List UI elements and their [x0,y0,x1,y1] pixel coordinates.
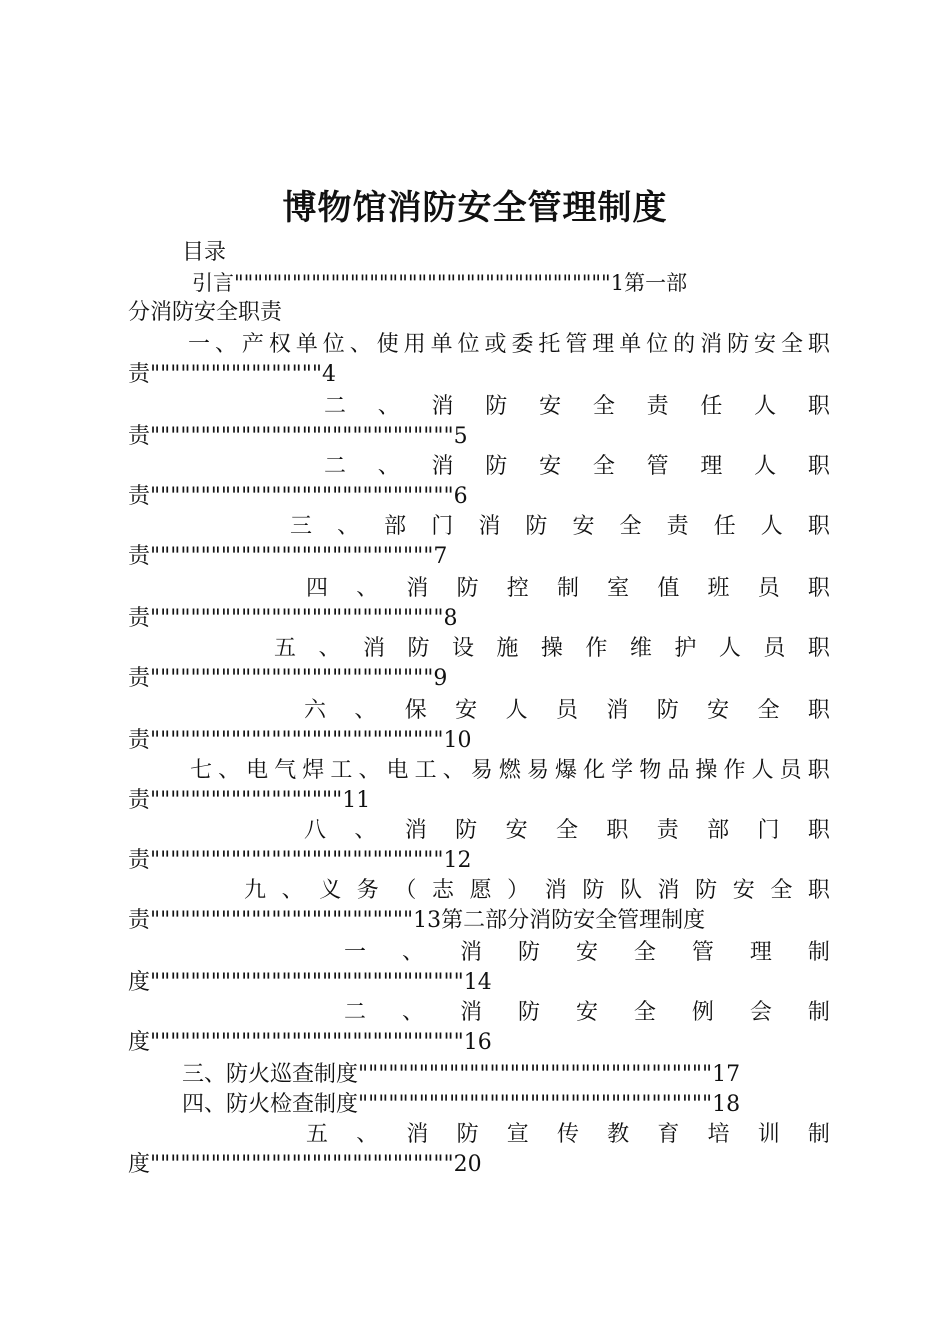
toc-char: 会 [749,1000,772,1025]
toc-char: 作 [585,636,608,661]
toc-entry-15-title [306,1120,830,1150]
toc-char: 职 [807,698,830,723]
toc-char: 门 [431,514,454,539]
toc-char: 二 [324,394,347,419]
toc-char: 职 [606,818,629,843]
toc-entry-14: 四、防火检查制度"""""""""""""""""""""""""""""""""""18 [182,1092,741,1117]
toc-char: 、 [358,758,381,783]
toc-char: 防 [456,576,479,601]
toc-char: 室 [607,576,630,601]
toc-char: 保 [404,698,427,723]
toc-entry-3-title [324,452,830,482]
toc-char: 全 [633,940,656,965]
toc-char: 安 [707,698,730,723]
toc-char: 职 [807,636,830,661]
toc-char: 、 [349,332,372,357]
document-title: 博物馆消防安全管理制度 [282,188,668,228]
toc-char: 作 [723,758,746,783]
toc-char: 管 [691,940,714,965]
toc-char: 位 [322,332,345,357]
toc-char: 职 [807,576,830,601]
toc-char: 任 [700,394,723,419]
toc-char: 设 [451,636,474,661]
toc-char: 职 [807,454,830,479]
toc-char: 工 [414,758,437,783]
toc-char: 志 [431,878,454,903]
toc-char: 制 [807,1000,830,1025]
toc-char: 安 [572,514,595,539]
toc-entry-10-title [244,876,830,906]
toc-entry-6-leader: 责""""""""""""""""""""""""""""9 [128,666,448,691]
toc-char: 电 [386,758,409,783]
toc-char: 宣 [506,1122,529,1147]
toc-char: 职 [807,878,830,903]
toc-char: 气 [274,758,297,783]
toc-entry-12-leader: 度"""""""""""""""""""""""""""""""16 [128,1030,492,1055]
toc-char: 传 [556,1122,579,1147]
toc-entry-4-title [290,512,830,542]
toc-char: 全 [780,332,803,357]
toc-char: 二 [324,454,347,479]
toc-char: 安 [539,454,562,479]
toc-char: 务 [356,878,379,903]
toc-part1-heading: 分消防安全职责 [128,300,283,325]
toc-char: 的 [673,332,696,357]
toc-char: 人 [718,636,741,661]
toc-char: 工 [330,758,353,783]
toc-char: 七 [190,758,213,783]
toc-entry-12-title [344,998,830,1028]
toc-char: 责 [656,818,679,843]
toc-char: 消 [657,878,680,903]
toc-char: 消 [459,1000,482,1025]
toc-char: 物 [639,758,662,783]
toc-entry-5-title [306,574,830,604]
toc-char: 一 [188,332,211,357]
toc-char: 全 [633,1000,656,1025]
toc-char: 托 [538,332,561,357]
toc-char: 安 [732,878,755,903]
toc-char: 队 [619,878,642,903]
toc-char: 制 [807,940,830,965]
toc-entry-9-leader: 责"""""""""""""""""""""""""""""12 [128,848,472,873]
toc-char: 职 [807,394,830,419]
toc-char: 二 [344,1000,367,1025]
toc-char: 防 [456,1122,479,1147]
toc-char: 人 [760,514,783,539]
toc-char: 、 [356,576,379,601]
toc-char: 防 [525,514,548,539]
toc-char: 、 [442,758,465,783]
toc-char: 九 [244,878,267,903]
toc-entry-1-leader: 责"""""""""""""""""4 [128,362,337,387]
toc-char: 、 [318,636,341,661]
toc-char: 、 [218,758,241,783]
toc-char: 、 [377,454,400,479]
toc-char: 门 [757,818,780,843]
toc-char: 防 [407,636,430,661]
toc-char: 权 [268,332,291,357]
toc-char: 、 [356,1122,379,1147]
toc-char: 人 [505,698,528,723]
toc-char: 管 [646,454,669,479]
toc-char: 职 [807,818,830,843]
toc-char: 消 [362,636,385,661]
toc-entry-1-title [188,330,830,360]
toc-char: 单 [430,332,453,357]
toc-char: 、 [354,698,377,723]
toc-char: 消 [544,878,567,903]
toc-char: 防 [517,940,540,965]
toc-char: 安 [539,394,562,419]
toc-char: 位 [646,332,669,357]
toc-char: 理 [592,332,615,357]
toc-heading: 目录 [182,240,227,265]
toc-char: 责 [646,394,669,419]
toc-char: 义 [319,878,342,903]
toc-entry-7-title [304,696,830,726]
toc-char: 操 [540,636,563,661]
toc-char: 控 [506,576,529,601]
toc-char: 育 [657,1122,680,1147]
toc-char: 电 [246,758,269,783]
toc-char: 人 [754,454,777,479]
toc-char: 消 [404,818,427,843]
toc-char: 学 [611,758,634,783]
toc-char: 、 [281,878,304,903]
toc-char: 全 [555,818,578,843]
toc-char: 、 [354,818,377,843]
toc-char: 全 [619,514,642,539]
toc-char: 六 [304,698,327,723]
toc-char: 人 [751,758,774,783]
toc-char: 操 [695,758,718,783]
toc-char: 位 [457,332,480,357]
toc-char: 任 [713,514,736,539]
toc-char: 或 [484,332,507,357]
toc-char: 教 [607,1122,630,1147]
toc-char: 单 [295,332,318,357]
toc-entry-5-leader: 责"""""""""""""""""""""""""""""8 [128,606,458,631]
toc-char: 、 [377,394,400,419]
toc-char: 防 [582,878,605,903]
toc-char: 防 [517,1000,540,1025]
toc-entry-11-leader: 度"""""""""""""""""""""""""""""""14 [128,970,492,995]
toc-char: 防 [695,878,718,903]
toc-char: 训 [757,1122,780,1147]
toc-char: 八 [304,818,327,843]
toc-char: 消 [406,1122,429,1147]
toc-char: 使 [376,332,399,357]
toc-char: 五 [274,636,297,661]
toc-char: 理 [700,454,723,479]
toc-char: 员 [555,698,578,723]
toc-char: 防 [656,698,679,723]
toc-char: 焊 [302,758,325,783]
toc-char: 、 [214,332,237,357]
toc-char: 维 [629,636,652,661]
toc-char: 、 [337,514,360,539]
toc-entry-3-leader: 责""""""""""""""""""""""""""""""6 [128,484,468,509]
toc-char: 人 [754,394,777,419]
toc-entry-13: 三、防火巡查制度"""""""""""""""""""""""""""""""""""17 [182,1062,741,1087]
toc-entry-7-leader: 责"""""""""""""""""""""""""""""10 [128,728,472,753]
toc-entry-11-title [344,938,830,968]
toc-char: 护 [674,636,697,661]
toc-char: 易 [470,758,493,783]
toc-entry-2-leader: 责""""""""""""""""""""""""""""""5 [128,424,468,449]
toc-char: 安 [754,332,777,357]
toc-char: 爆 [555,758,578,783]
toc-entry-2-title [324,392,830,422]
toc-char: 消 [431,394,454,419]
toc-char: 员 [763,636,786,661]
toc-char: 员 [757,576,780,601]
toc-char: 防 [485,454,508,479]
toc-char: 愿 [469,878,492,903]
toc-char: 单 [619,332,642,357]
toc-char: 消 [406,576,429,601]
toc-char: 制 [807,1122,830,1147]
toc-char: 三 [290,514,313,539]
toc-char: 防 [485,394,508,419]
toc-char: 例 [691,1000,714,1025]
toc-entry-10-leader: 责""""""""""""""""""""""""""13第二部分消防安全管理制度 [128,908,706,933]
toc-char: 全 [757,698,780,723]
toc-char: 部 [707,818,730,843]
toc-char: 、 [401,940,424,965]
toc-entry-15-leader: 度""""""""""""""""""""""""""""""20 [128,1152,482,1177]
toc-char: 安 [455,698,478,723]
toc-char: 安 [505,818,528,843]
toc-entry-8-title [190,756,830,786]
toc-char: 消 [700,332,723,357]
toc-char: 安 [575,1000,598,1025]
toc-char: 部 [384,514,407,539]
toc-char: 职 [807,332,830,357]
toc-char: 制 [556,576,579,601]
toc-char: 管 [565,332,588,357]
toc-entry-9-title [304,816,830,846]
toc-char: 防 [727,332,750,357]
toc-char: 一 [344,940,367,965]
toc-entry-8-leader: 责"""""""""""""""""""11 [128,788,371,813]
toc-char: 品 [667,758,690,783]
toc-char: 职 [807,514,830,539]
toc-char: 值 [657,576,680,601]
toc-char: 产 [241,332,264,357]
toc-char: 易 [526,758,549,783]
toc-char: 职 [807,758,830,783]
toc-char: 防 [455,818,478,843]
toc-char: 班 [707,576,730,601]
toc-char: 四 [306,576,329,601]
toc-char: 安 [575,940,598,965]
toc-char: 施 [496,636,519,661]
toc-char: 委 [511,332,534,357]
toc-char: 消 [478,514,501,539]
toc-entry-4-leader: 责""""""""""""""""""""""""""""7 [128,544,448,569]
toc-char: 五 [306,1122,329,1147]
toc-char: 全 [592,454,615,479]
toc-char: ） [507,878,530,903]
toc-char: 全 [592,394,615,419]
toc-char: 燃 [498,758,521,783]
toc-char: 员 [779,758,802,783]
toc-char: 化 [583,758,606,783]
toc-char: 责 [666,514,689,539]
toc-char: 用 [403,332,426,357]
toc-char: 消 [606,698,629,723]
toc-char: 全 [770,878,793,903]
toc-char: （ [394,878,417,903]
toc-char: 、 [401,1000,424,1025]
toc-entry-intro: 引言"""""""""""""""""""""""""""""""""""""""1第一部 [192,271,688,295]
toc-entry-6-title [274,634,830,664]
toc-char: 培 [707,1122,730,1147]
toc-char: 消 [431,454,454,479]
toc-char: 理 [749,940,772,965]
toc-char: 消 [459,940,482,965]
